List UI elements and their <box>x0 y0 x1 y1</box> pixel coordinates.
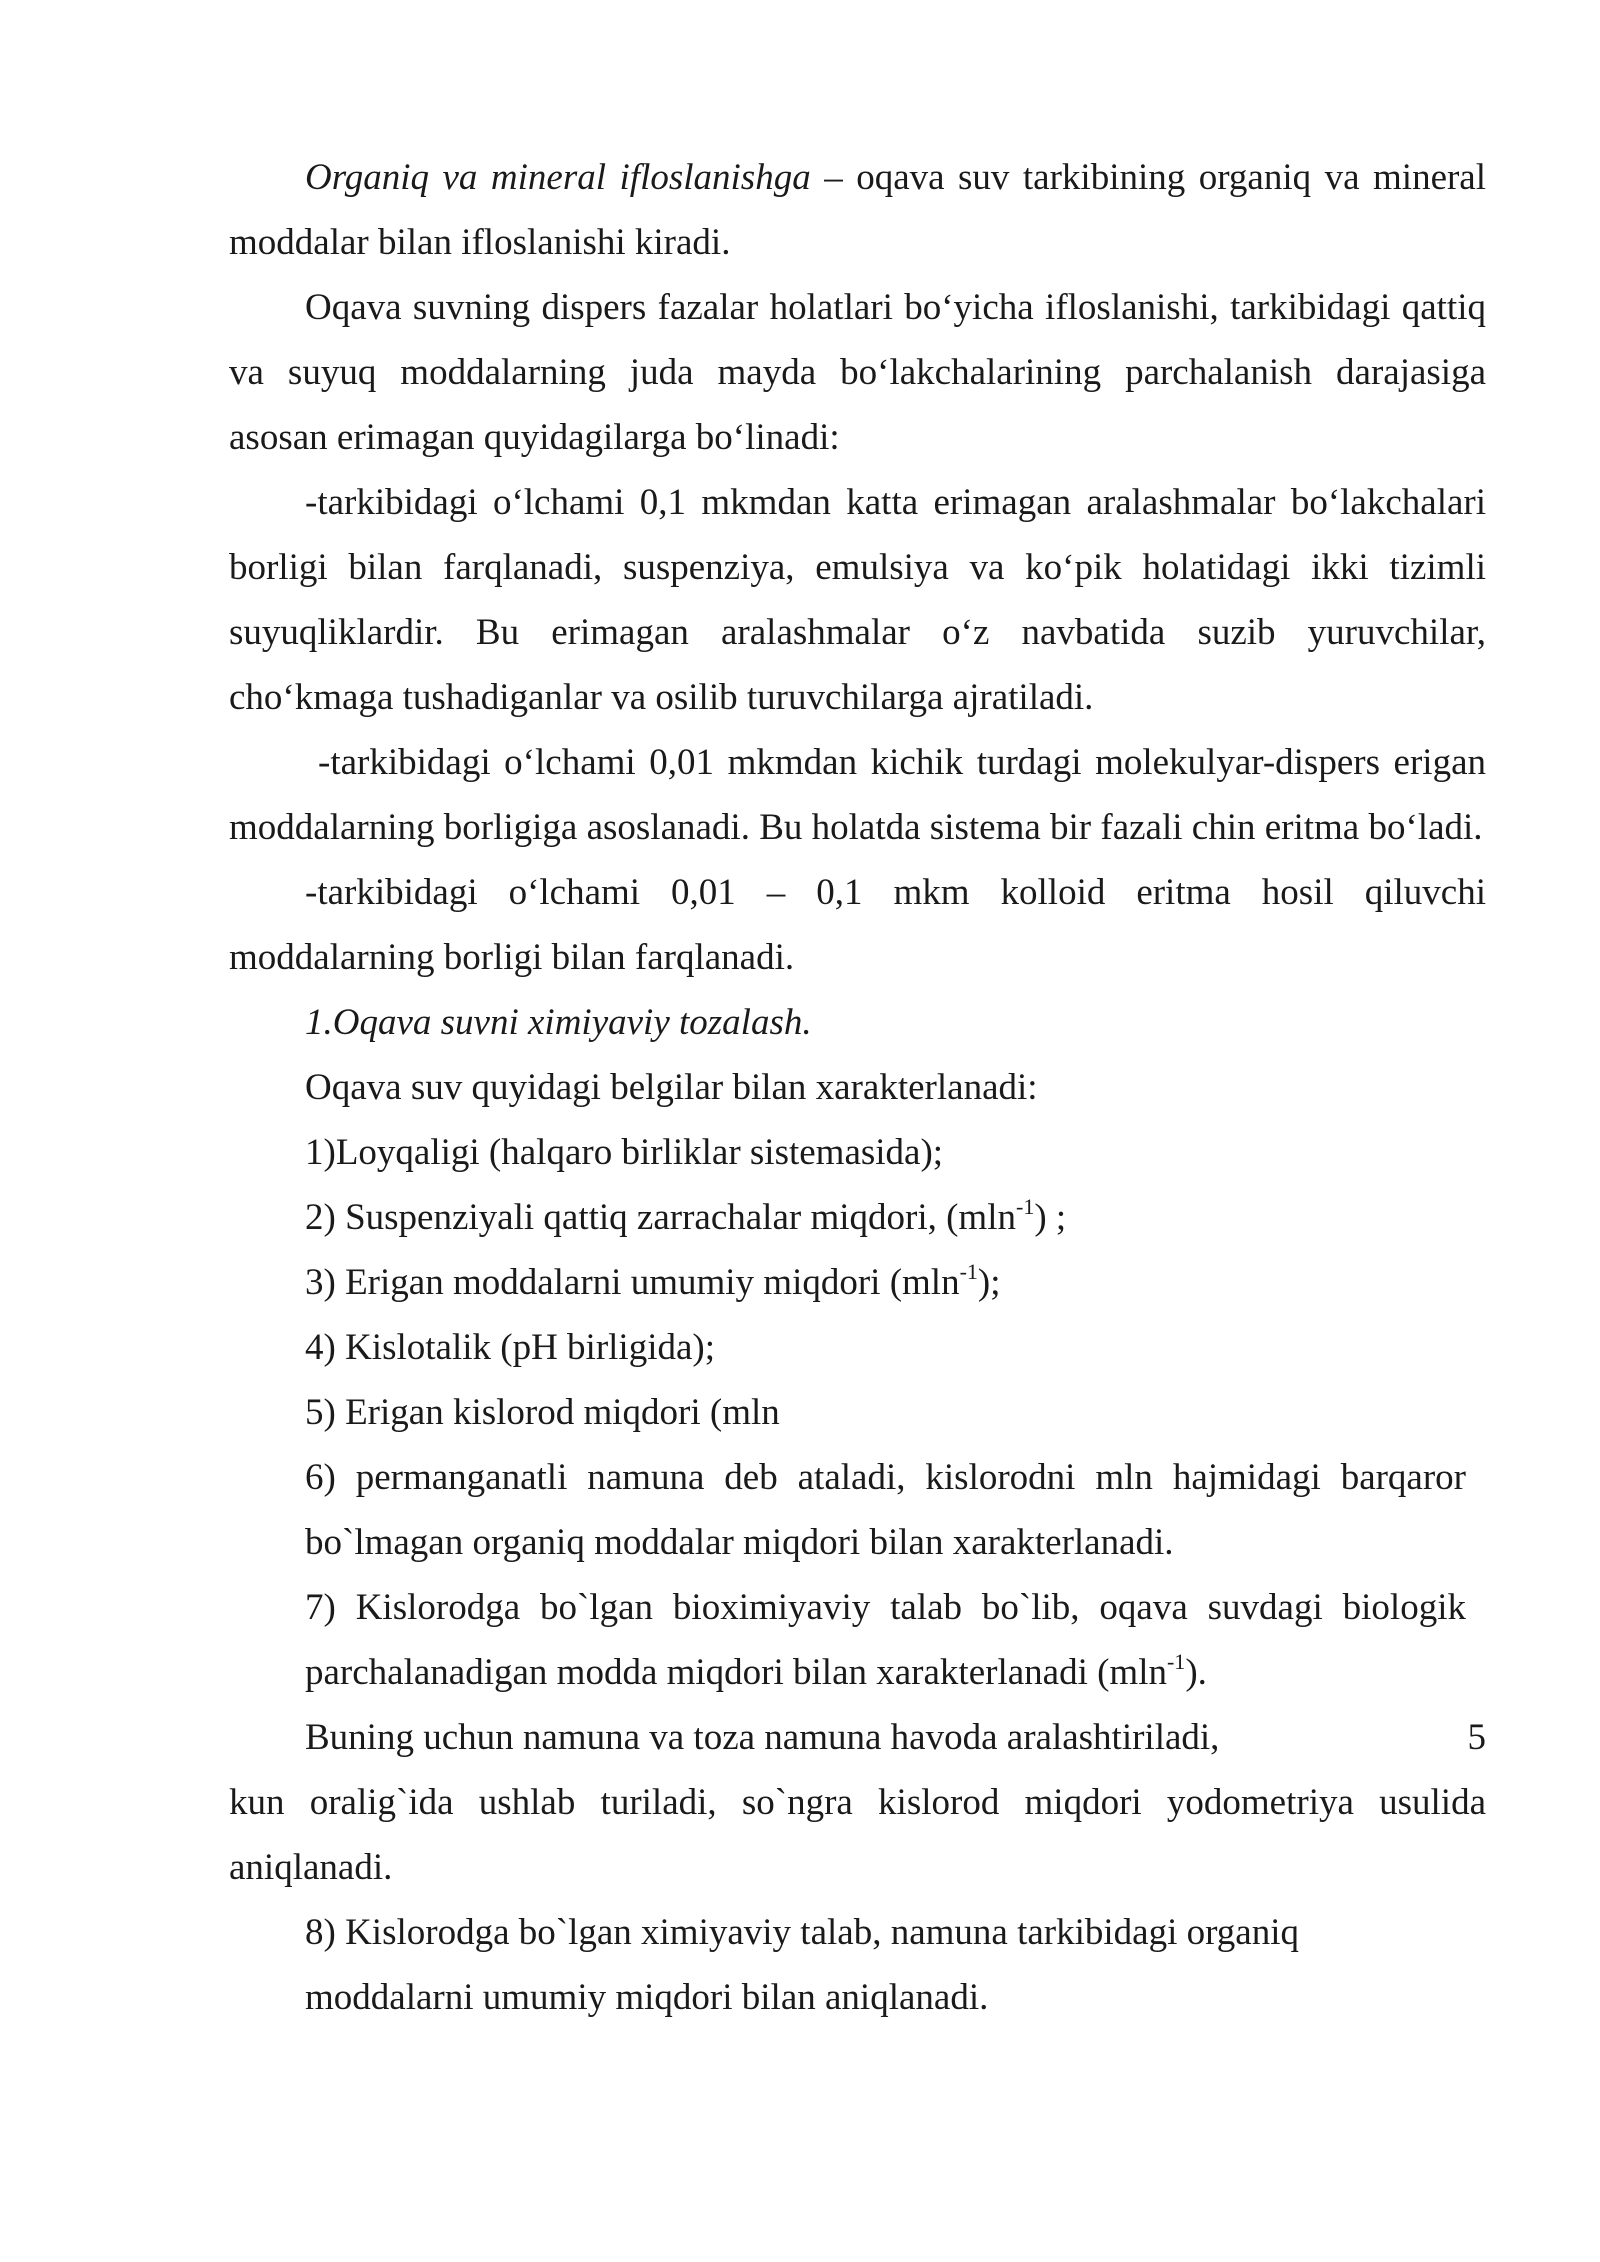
list-item-6: 6) permanganatli namuna deb ataladi, kislorodni mln hajmidagi barqaror bo`lmagan organiq moddalar miqdori bilan xarakterlanadi. <box>305 1457 1466 1563</box>
paragraph-molecular: -tarkibidagi o‘lchami 0,01 mkmdan kichik turdagi molekulyar-dispers erigan moddalarning borligiga asoslanadi. Bu holatda sistema bir fazali chin eritma bo‘ladi. <box>229 742 1486 848</box>
paragraph-dispers: Oqava suvning dispers fazalar holatlari bo‘yicha ifloslanishi, tarkibidagi qattiq va suyuq moddalarning juda mayda bo‘lakchalarining parchalanish darajasiga asosan erimagan quyidagilarga bo‘linadi: <box>229 287 1486 458</box>
list-intro: Oqava suv quyidagi belgilar bilan xarakterlanadi: <box>305 1067 1038 1108</box>
list-item-3: 3) Erigan moddalarni umumiy miqdori (mln$^{-1}$); <box>305 1258 1001 1303</box>
list-item-8: 8) Kislorodga bo`lgan ximiyaviy talab, namuna tarkibidagi organiq moddalarni umumiy miqdori bilan aniqlanadi. <box>305 1912 1299 2018</box>
paragraph-procedure-line1: Buning uchun namuna va toza namuna havoda aralashtiriladi, 5 <box>229 1705 1486 1770</box>
paragraph-organic-mineral <box>229 145 1486 275</box>
list-item-2: 2) Suspenziyali qattiq zarrachalar miqdori, (mln$^{-1}$) ; <box>305 1193 1067 1238</box>
document-body <box>229 145 1486 2030</box>
day-count: 5 <box>1467 1717 1486 1758</box>
list-item-4: 4) Kislotalik (pH birligida); <box>305 1327 716 1368</box>
list-item-5: 5) Erigan kislorod miqdori (mln <box>305 1392 780 1433</box>
paragraph-colloid: -tarkibidagi o‘lchami 0,01 – 0,1 mkm kolloid eritma hosil qiluvchi moddalarning borligi bilan farqlanadi. <box>229 872 1486 978</box>
section-heading: 1.Oqava suvni ximiyaviy tozalash. <box>305 1002 812 1043</box>
list-item-7: 7) Kislorodga bo`lgan bioximiyaviy talab bo`lib, oqava suvdagi biologik parchalanadigan modda miqdori bilan xarakterlanadi (mln$^{-1}$). <box>305 1587 1466 1693</box>
italic-term: Organiq va mineral ifloslanishga <box>305 157 811 198</box>
list-item-1: 1)Loyqaligi (halqaro birliklar sistemasida); <box>305 1132 944 1173</box>
paragraph-insoluble: -tarkibidagi o‘lchami 0,1 mkmdan katta erimagan aralashmalar bo‘lakchalari borligi bilan farqlanadi, suspenziya, emulsiya va ko‘pik holatidagi ikki tizimli suyuqliklardir. Bu erimagan aralashmalar o‘z navbatida suzib yuruvchilar, cho‘kmaga tushadiganlar va osilib turuvchilarga ajratiladi. <box>229 482 1486 718</box>
paragraph-text: – oqava suv tarkibining organiq va mineral moddalar bilan ifloslanishi kiradi. <box>229 157 1487 263</box>
paragraph-procedure: kun oralig`ida ushlab turiladi, so`ngra kislorod miqdori yodometriya usulida aniqlanadi. <box>229 1782 1486 1888</box>
